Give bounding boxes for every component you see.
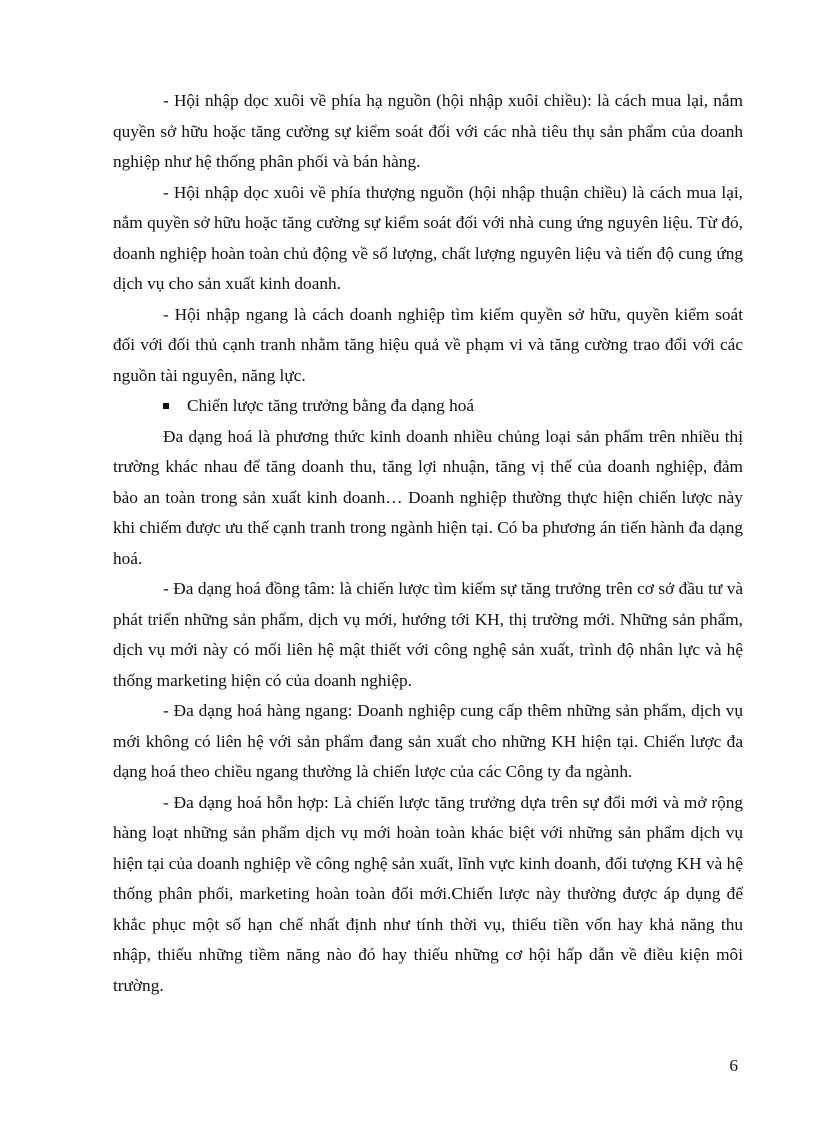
bullet-heading-text: Chiến lược tăng trưởng bằng đa dạng hoá — [187, 396, 475, 415]
square-bullet-icon — [163, 403, 169, 409]
page-number: 6 — [729, 1056, 738, 1075]
bullet-heading-diversification — [113, 391, 743, 422]
paragraph-downstream-integration: - Hội nhập dọc xuôi về phía hạ nguồn (hội nhập xuôi chiều): là cách mua lại, nắm quyền sở hữu hoặc tăng cường sự kiểm soát đối với các nhà tiêu thụ sản phẩm của doanh nghiệp như hệ thống phân phối và bán hàng. — [113, 91, 743, 171]
paragraph-conglomerate-diversification: - Đa dạng hoá hỗn hợp: Là chiến lược tăng trưởng dựa trên sự đổi mới và mở rộng hàng loạt những sản phẩm dịch vụ mới hoàn toàn khác biệt với những sản phẩm dịch vụ hiện tại của doanh nghiệp về công nghệ sản xuất, lĩnh vực kinh doanh, đối tượng KH và hệ thống phân phối, marketing hoàn toàn đổi mới.Chiến lược này thường được áp dụng để khắc phục một số hạn chế nhất định như tính thời vụ, thiếu tiền vốn hay khả năng thu nhập, thiếu những tiềm năng nào đó hay thiếu những cơ hội hấp dẫn về điều kiện môi trường. — [113, 792, 743, 995]
paragraph-upstream-integration: - Hội nhập dọc xuôi về phía thượng nguồn (hội nhập thuận chiều) là cách mua lại, nắm quyền sở hữu hoặc tăng cường sự kiểm soát đối với nhà cung ứng nguyên liệu. Từ đó, doanh nghiệp hoàn toàn chủ động về số lượng, chất lượng nguyên liệu và tiến độ cung ứng dịch vụ cho sản xuất kinh doanh. — [113, 182, 743, 293]
paragraph-horizontal-diversification: - Đa dạng hoá hàng ngang: Doanh nghiệp cung cấp thêm những sản phẩm, dịch vụ mới không có liên hệ với sản phẩm đang sản xuất cho những KH hiện tại. Chiến lược đa dạng hoá theo chiều ngang thường là chiến lược của các Công ty đa ngành. — [113, 701, 743, 781]
paragraph-concentric-diversification: - Đa dạng hoá đồng tâm: là chiến lược tìm kiếm sự tăng trưởng trên cơ sở đầu tư và phát triển những sản phẩm, dịch vụ mới, hướng tới KH, thị trường mới. Những sản phẩm, dịch vụ mới này có mối liên hệ mật thiết với công nghệ sản xuất, trình độ nhân lực và hệ thống marketing hiện có của doanh nghiệp. — [113, 579, 743, 690]
paragraph-horizontal-integration: - Hội nhập ngang là cách doanh nghiệp tìm kiếm quyền sở hữu, quyền kiểm soát đối với đối thủ cạnh tranh nhằm tăng hiệu quả về phạm vi và tăng cường trao đổi với các nguồn tài nguyên, năng lực. — [113, 304, 743, 385]
document-body — [113, 86, 743, 1001]
paragraph-diversification-intro: Đa dạng hoá là phương thức kinh doanh nhiều chủng loại sản phẩm trên nhiều thị trường khác nhau để tăng doanh thu, tăng lợi nhuận, tăng vị thế của doanh nghiệp, đảm bảo an toàn trong sản xuất kinh doanh… Doanh nghiệp thường thực hiện chiến lược này khi chiếm được ưu thế cạnh tranh trong ngành hiện tại. Có ba phương án tiến hành đa dạng hoá. — [113, 426, 743, 568]
